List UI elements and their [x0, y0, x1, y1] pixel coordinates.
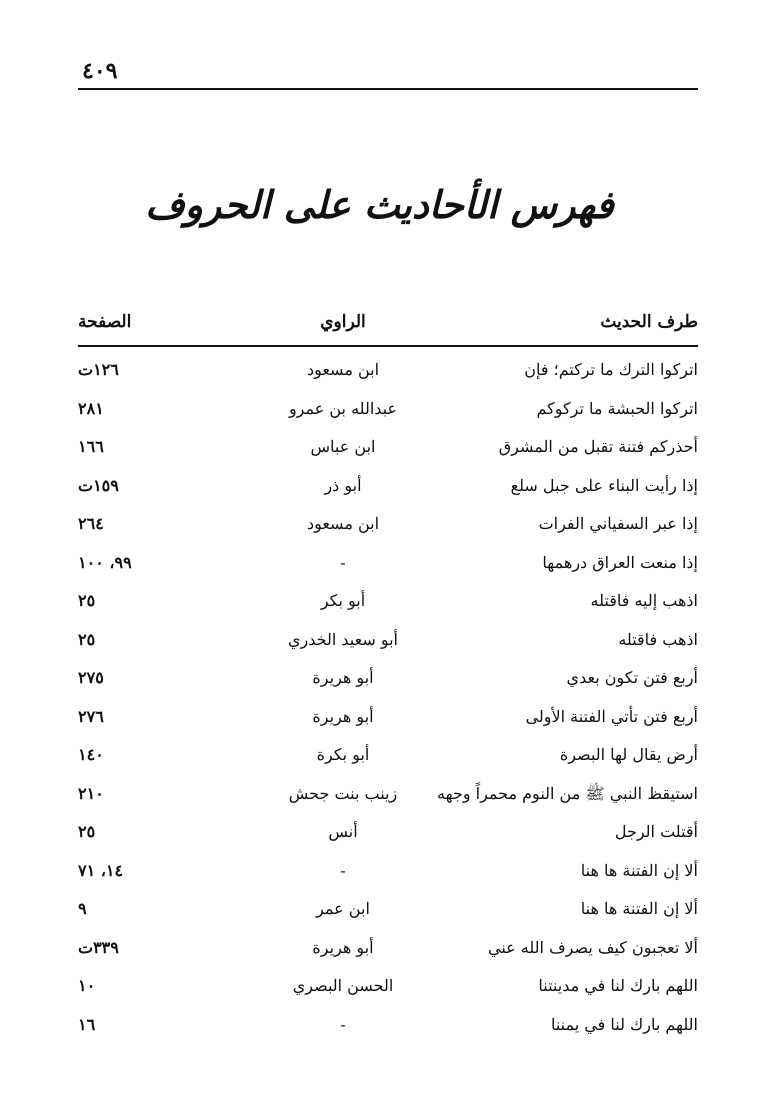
table-row [78, 737, 698, 776]
table-row [78, 968, 698, 1007]
narrator-cell: - [340, 860, 346, 880]
hadith-cell: إذا منعت العراق درهمها [542, 552, 698, 572]
page-cell: ١٢٦ت [78, 360, 119, 379]
narrator-cell: أبو بكرة [316, 745, 370, 764]
page-cell: ٢٨١ [78, 398, 104, 418]
hadith-cell: إذا عبر السفياني الفرات [538, 514, 698, 533]
page-cell: ٣٣٩ت [78, 937, 119, 957]
hadith-cell: اللهم بارك لنا في يمننا [550, 1014, 698, 1034]
narrator-cell: ابن عباس [310, 437, 376, 456]
page-number: ٤٠٩ [82, 58, 118, 84]
narrator-cell: الحسن البصري [292, 976, 394, 995]
hadith-cell: اللهم بارك لنا في مدينتنا [538, 976, 698, 995]
page-cell: ١٥٩ت [78, 475, 119, 495]
page-cell: ٩ [78, 899, 87, 918]
table-row [78, 853, 698, 892]
narrator-cell: أبو سعيد الخدري [288, 629, 398, 649]
table-row [78, 583, 698, 622]
table-header [78, 312, 698, 342]
table-row [78, 891, 698, 930]
table-row [78, 506, 698, 545]
page-cell: ٢١٠ [78, 783, 104, 803]
table-row [78, 660, 698, 699]
hadith-index-table [78, 352, 698, 1045]
hadith-cell: استيقظ النبي ﷺ من النوم محمراً وجهه [436, 783, 698, 803]
table-header-rule [78, 345, 698, 347]
header-hadith: طرف الحديث [600, 312, 698, 332]
header-rule [78, 88, 698, 90]
hadith-cell: أربع فتن تكون بعدي [566, 668, 698, 687]
page-cell: ١٤، ٧١ [78, 860, 124, 880]
hadith-cell: ألا إن الفتنة ها هنا [580, 860, 698, 880]
narrator-cell: ابن مسعود [306, 360, 380, 379]
index-title: فهرس الأحاديث على الحروف [145, 182, 614, 227]
header-narrator: الراوي [320, 312, 366, 332]
narrator-cell: أبو هريرة [312, 706, 374, 726]
header-page: الصفحة [78, 312, 132, 332]
table-row [78, 352, 698, 391]
table-row [78, 622, 698, 661]
table-row [78, 429, 698, 468]
table-row [78, 814, 698, 853]
hadith-cell: ألا تعجبون كيف يصرف الله عني [488, 937, 698, 957]
narrator-cell: أبو بكر [320, 591, 366, 610]
page-cell: ٢٦٤ [78, 514, 104, 533]
page-cell: ١٦ [78, 1014, 96, 1034]
narrator-cell: - [340, 1014, 346, 1034]
narrator-cell: أبو هريرة [312, 668, 374, 687]
hadith-cell: ألا إن الفتنة ها هنا [580, 899, 698, 918]
hadith-cell: اتركوا الترك ما تركتم؛ فإن [524, 360, 698, 379]
hadith-cell: أربع فتن تأتي الفتنة الأولى [525, 706, 698, 726]
page-cell: ٢٧٥ [78, 668, 104, 687]
page-cell: ١٤٠ [78, 745, 104, 764]
page-cell: ٢٧٦ [78, 706, 104, 726]
narrator-cell: - [340, 552, 346, 572]
hadith-cell: أرض يقال لها البصرة [559, 745, 698, 764]
hadith-cell: إذا رأيت البناء على جبل سلع [510, 475, 698, 495]
narrator-cell: أبو ذر [324, 475, 362, 495]
narrator-cell: زينب بنت جحش [288, 783, 398, 803]
table-row [78, 776, 698, 815]
narrator-cell: ابن عمر [316, 899, 370, 918]
hadith-cell: أحذركم فتنة تقبل من المشرق [498, 437, 698, 456]
narrator-cell: أنس [328, 822, 358, 841]
table-row [78, 930, 698, 969]
page-cell: ١٠ [78, 976, 96, 995]
hadith-cell: اتركوا الحبشة ما تركوكم [536, 398, 698, 418]
table-row [78, 468, 698, 507]
table-row [78, 1007, 698, 1046]
page-cell: ٩٩، ١٠٠ [78, 552, 132, 572]
page-cell: ٢٥ [78, 591, 96, 610]
narrator-cell: أبو هريرة [312, 937, 374, 957]
narrator-cell: عبدالله بن عمرو [288, 398, 398, 418]
hadith-cell: اذهب إليه فاقتله [590, 591, 698, 610]
table-row [78, 545, 698, 584]
table-row [78, 699, 698, 738]
table-row [78, 391, 698, 430]
page-cell: ١٦٦ [78, 437, 104, 456]
page-cell: ٢٥ [78, 629, 96, 649]
page-cell: ٢٥ [78, 822, 96, 841]
narrator-cell: ابن مسعود [306, 514, 380, 533]
hadith-cell: اذهب فاقتله [618, 629, 698, 649]
hadith-cell: أقتلت الرجل [614, 822, 698, 841]
